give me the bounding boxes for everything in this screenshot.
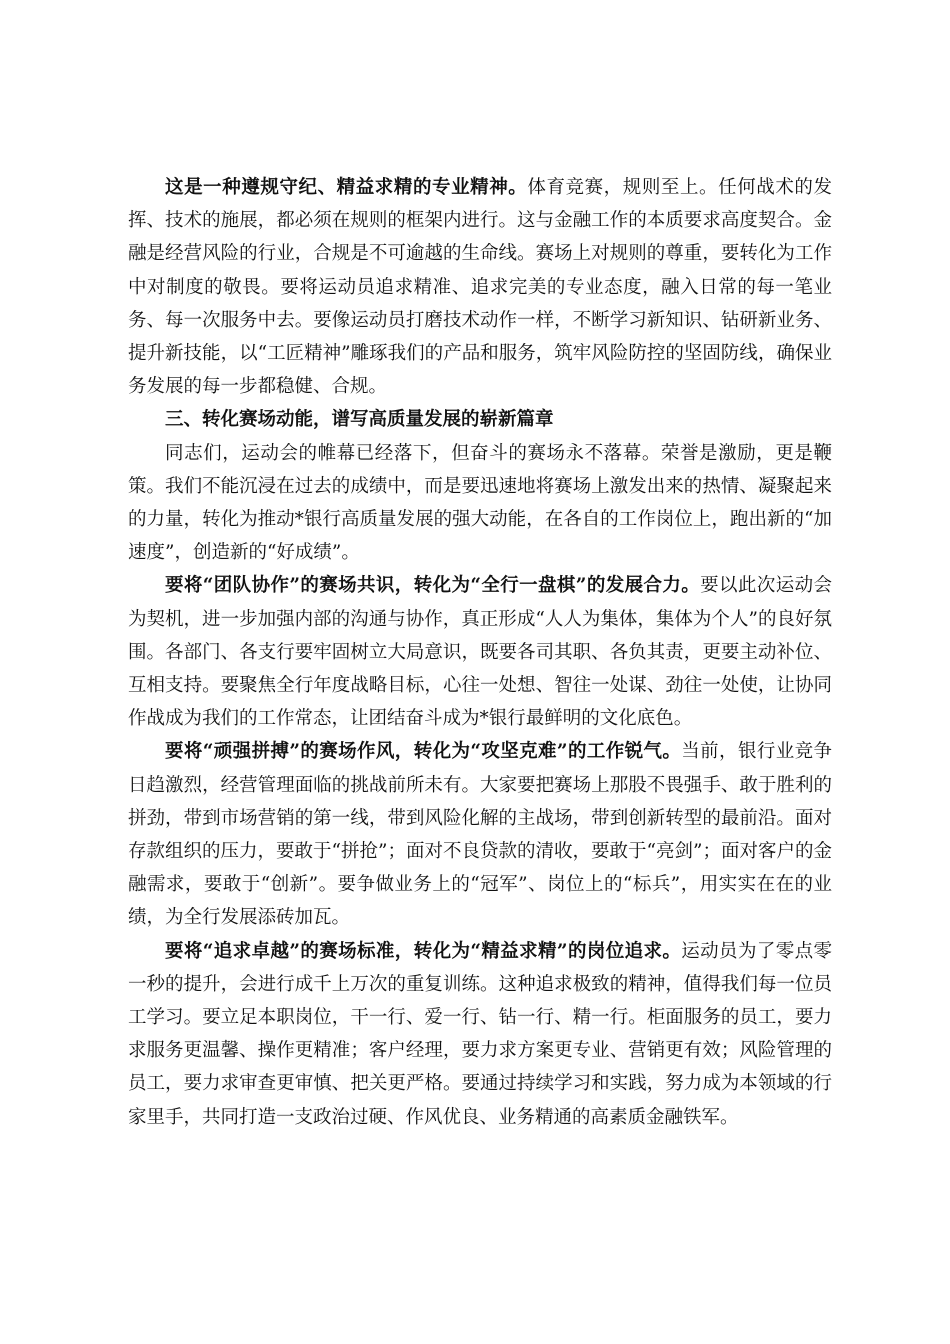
paragraph-excellence: [128, 935, 832, 1134]
paragraph-text: 当前，银行业竞争日趋激烈，经营管理面临的挑战前所未有。大家要把赛场上那股不畏强手、敢于胜利的拼劲，带到市场营销的第一线，带到风险化解的主战场，带到创新转型的最前沿。面对存款组织的压力，要敢于“拼抢”；面对不良贷款的清收，要敢于“亮剑”；面对客户的金融需求，要敢于“创新”。要争做业务上的“冠军”、岗位上的“标兵”，用实实在在的业绩，为全行发展添砖加瓦。: [128, 741, 832, 929]
paragraph-lead: 这是一种遵规守纪、精益求精的专业精神。: [165, 177, 528, 198]
paragraph-professional-spirit: [128, 171, 832, 403]
paragraph-text: 同志们，运动会的帷幕已经落下，但奋斗的赛场永不落幕。荣誉是激励，更是鞭策。我们不能沉浸在过去的成绩中，而是要迅速地将赛场上激发出来的热情、凝聚起来的力量，转化为推动*银行高质量发展的强大动能，在各自的工作岗位上，跑出新的“加速度”，创造新的“好成绩”。: [128, 442, 832, 564]
paragraph-perseverance: [128, 735, 832, 934]
paragraph-lead: 要将“团队协作”的赛场共识，转化为“全行一盘棋”的发展合力。: [165, 575, 701, 597]
document-body: [128, 171, 832, 1134]
paragraph-text: 运动员为了零点零一秒的提升，会进行成千上万次的重复训练。这种追求极致的精神，值得我们每一位员工学习。要立足本职岗位，干一行、爱一行、钻一行、精一行。柜面服务的员工，要力求服务更温馨、操作更精准；客户经理，要力求方案更专业、营销更有效；风险管理的员工，要力求审查更审慎、把关更严格。要通过持续学习和实践，努力成为本领域的行家里手，共同打造一支政治过硬、作风优良、业务精通的高素质金融铁军。: [128, 940, 832, 1128]
paragraph-lead: 要将“追求卓越”的赛场标准，转化为“精益求精”的岗位追求。: [165, 940, 682, 962]
paragraph-lead: 要将“顽强拼搏”的赛场作风，转化为“攻坚克难”的工作锐气。: [165, 741, 682, 763]
paragraph-text: 体育竞赛，规则至上。任何战术的发挥、技术的施展，都必须在规则的框架内进行。这与金融工作的本质要求高度契合。金融是经营风险的行业，合规是不可逾越的生命线。赛场上对规则的尊重，要转化为工作中对制度的敬畏。要将运动员追求精准、追求完美的专业态度，融入日常的每一笔业务、每一次服务中去。要像运动员打磨技术动作一样，不断学习新知识、钻研新业务、提升新技能，以“工匠精神”雕琢我们的产品和服务，筑牢风险防控的坚固防线，确保业务发展的每一步都稳健、合规。: [128, 177, 832, 398]
paragraph-intro: [128, 437, 832, 570]
paragraph-teamwork: [128, 569, 832, 735]
paragraph-text: 要以此次运动会为契机，进一步加强内部的沟通与协作，真正形成“人人为集体，集体为个人”的良好氛围。各部门、各支行要牢固树立大局意识，既要各司其职、各负其责，更要主动补位、互相支持。要聚焦全行年度战略目标，心往一处想、智往一处谋、劲往一处使，让协同作战成为我们的工作常态，让团结奋斗成为*银行最鲜明的文化底色。: [128, 575, 832, 730]
section-heading: 三、转化赛场动能，谱写高质量发展的崭新篇章: [165, 409, 554, 431]
